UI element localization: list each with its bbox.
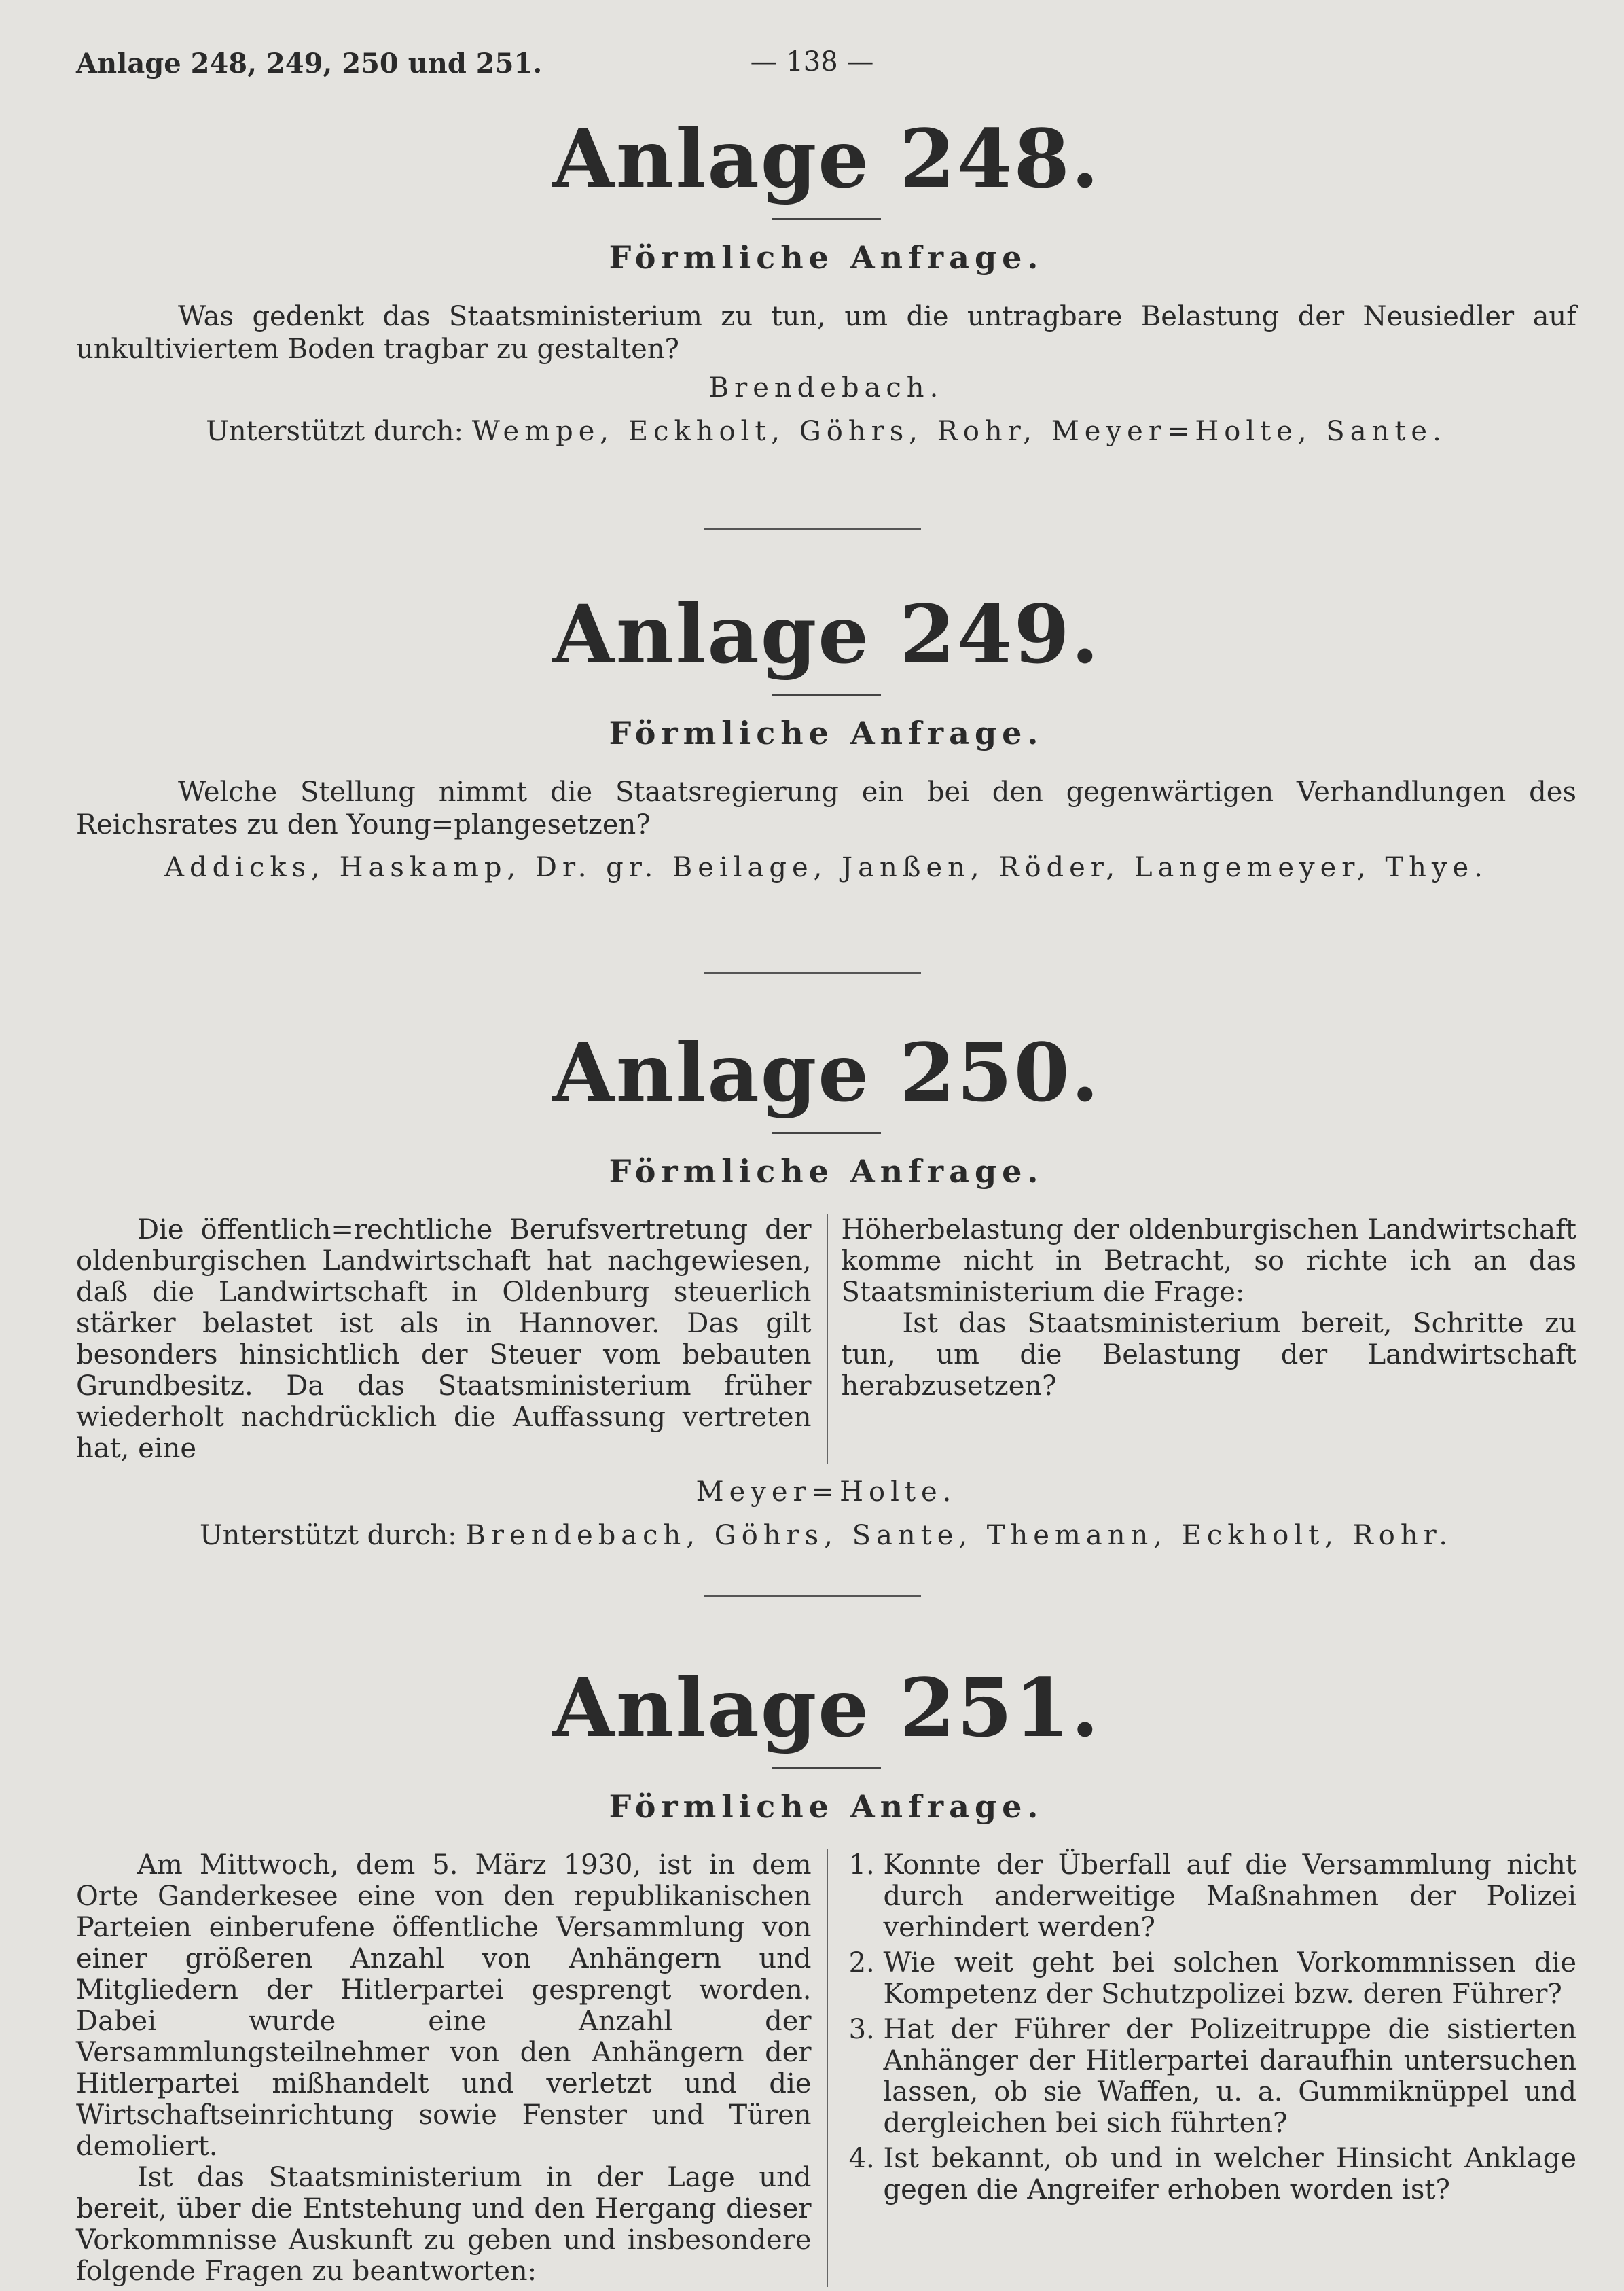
list-item: 2. Wie weit geht bei solchen Vorkommnissen die Kompetenz der Schutzpolizei bzw. deren Führer? [884, 1947, 1577, 2010]
running-head-title: Anlage 248, 249, 250 und 251. [76, 48, 543, 79]
title-rule [772, 1132, 881, 1134]
supporters [76, 414, 1576, 448]
right-column [842, 1849, 1577, 2287]
section-anlage-251 [76, 1660, 1576, 2287]
right-column [842, 1214, 1577, 1464]
section-subtitle: Förmliche Anfrage. [609, 1788, 1044, 1825]
inquiry-text-body: Welche Stellung nimmt die Staatsregierung ein bei den gegenwärtigen Verhandlungen des Reichsrates zu den Young=plangesetzen? [76, 777, 1576, 840]
signer: Brendebach. [708, 372, 944, 404]
inquiry-text [76, 776, 1576, 841]
left-column [76, 1214, 812, 1464]
title-rule [772, 1767, 881, 1769]
section-divider [704, 1595, 921, 1597]
section-title: Anlage 251. [552, 1660, 1100, 1755]
list-item: 4. Ist bekannt, ob und in welcher Hinsicht Anklage gegen die Angreifer erhoben worden ist? [884, 2143, 1577, 2205]
support-names: Brendebach, Göhrs, Sante, Themann, Eckholt, Rohr. [465, 1520, 1454, 1551]
left-column-question-intro: Ist das Staatsministerium in der Lage und bereit, über die Entstehung und den Hergang dieser Vorkommnisse Auskunft zu geben und insbesondere folgende Fragen zu beantworten: [76, 2162, 812, 2287]
two-column-text [76, 1849, 1576, 2287]
title-rule [772, 218, 881, 220]
left-column-text: Am Mittwoch, dem 5. März 1930, ist in dem Orte Ganderkesee eine von den republikanischen Parteien einberufene öffentliche Versammlung von einer größeren Anzahl von Anhängern und Mitgliedern der Hitlerpartei gesprengt worden. Dabei wurde eine Anzahl der Versammlungsteilnehmer von den Anhängern der Hitlerpartei mißhandelt und verletzt und die Wirtschaftseinrichtung sowie Fenster und Türen demoliert. [76, 1849, 812, 2162]
section-anlage-250 [76, 1025, 1576, 1552]
inquiry-text-body: Was gedenkt das Staatsministerium zu tun, um die untragbare Belastung der Neusiedler auf unkultiviertem Boden tragbar zu gestalten? [76, 301, 1576, 365]
left-column-text: Die öffentlich=rechtliche Berufsvertretung der oldenburgischen Landwirtschaft hat nachgewiesen, daß die Landwirtschaft in Oldenburg steuerlich stärker belastet ist als in Hannover. Das gilt besonders hinsichtlich der Steuer vom bebauten Grundbesitz. Da das Staatsministerium früher wiederholt nachdrücklich die Auffassung vertreten hat, eine [76, 1214, 812, 1464]
section-subtitle: Förmliche Anfrage. [609, 1153, 1044, 1190]
supporters [76, 1519, 1576, 1552]
section-title: Anlage 250. [552, 1025, 1100, 1120]
section-divider [704, 972, 921, 974]
running-head [76, 41, 1548, 88]
column-divider [827, 1214, 828, 1464]
section-title: Anlage 248. [552, 111, 1100, 206]
list-item: 3. Hat der Führer der Polizeitruppe die sistierten Anhänger der Hitlerpartei daraufhin untersuchen lassen, ob sie Waffen, u. a. Gummiknüppel und dergleichen bei sich führten? [884, 2014, 1577, 2139]
inquiry-text [76, 300, 1576, 366]
signer: Meyer=Holte. [696, 1476, 957, 1508]
left-column [76, 1849, 812, 2287]
support-label: Unterstützt durch: [206, 416, 463, 447]
section-title: Anlage 249. [552, 587, 1100, 681]
section-divider [704, 528, 921, 530]
question-list [842, 1849, 1577, 2205]
two-column-text [76, 1214, 1576, 1464]
title-rule [772, 694, 881, 696]
question-text: Ist das Staatsministerium bereit, Schritte zu tun, um die Belastung der Landwirtschaft herabzusetzen? [841, 1308, 1576, 1402]
column-divider [827, 1849, 828, 2287]
page-number: — 138 — [750, 46, 874, 77]
list-item: 1. Konnte der Überfall auf die Versammlung nicht durch anderweitige Maßnahmen der Polizei verhindert werden? [884, 1849, 1577, 1943]
support-names: Wempe, Eckholt, Göhrs, Rohr, Meyer=Holte, Sante. [471, 416, 1447, 447]
support-label: Unterstützt durch: [199, 1520, 457, 1551]
section-subtitle: Förmliche Anfrage. [609, 239, 1044, 276]
section-anlage-249 [76, 587, 1576, 885]
right-column-text: Höherbelastung der oldenburgischen Landwirtschaft komme nicht in Betracht, so richte ich an das Staatsministerium die Frage: [841, 1214, 1576, 1308]
section-anlage-248 [76, 111, 1576, 448]
section-subtitle: Förmliche Anfrage. [609, 715, 1044, 751]
signers: Addicks, Haskamp, Dr. gr. Beilage, Janßen, Röder, Langemeyer, Thye. [164, 852, 1488, 883]
